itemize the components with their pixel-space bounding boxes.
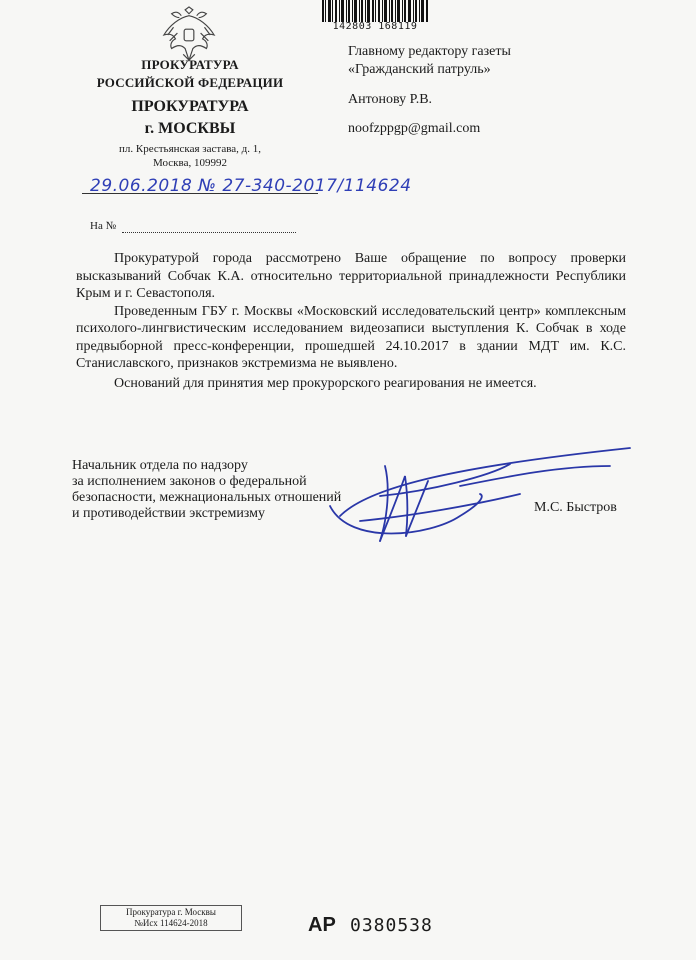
addressee-name: Антонову Р.В. — [348, 92, 433, 107]
signatory-name: М.С. Быстров — [534, 500, 617, 515]
city-org-line-2: г. МОСКВЫ — [144, 120, 236, 137]
form-series-label: АР — [308, 914, 336, 936]
reference-number-label: На № — [90, 220, 117, 232]
org-line-1: ПРОКУРАТУРА — [141, 57, 239, 72]
addressee-line-1: Главному редактору газеты — [348, 44, 511, 59]
position-line-3: безопасности, межнациональных отношений — [72, 490, 342, 505]
reference-number-line — [122, 232, 296, 233]
handwritten-signature — [310, 436, 640, 556]
position-line-1: Начальник отдела по надзору — [72, 458, 248, 473]
moscow-prosecutor-office-title — [60, 96, 320, 140]
body-paragraph-2: Проведенным ГБУ г. Москвы «Московский исследовательский центр» комплексным психолого-лингвистическим исследованием видеозаписи выступления К. Собчак в ходе предвыборной пресс-конференции, прошедшей 24.10.2017 в здании МДТ им. К.С. Станиславского, признаков экстремизма не выявлено. — [76, 303, 626, 371]
body-paragraph-3: Оснований для принятия мер прокурорского реагирования не имеется. — [114, 375, 537, 391]
stamp-line-2: №Исх 114624-2018 — [134, 918, 208, 928]
position-line-2: за исполнением законов о федеральной — [72, 474, 307, 489]
barcode-number: 142803 168119 — [332, 21, 418, 32]
office-address — [60, 142, 320, 170]
city-org-line-1: ПРОКУРАТУРА — [131, 98, 249, 115]
registration-stamp — [100, 905, 242, 931]
form-serial-number: 0380538 — [350, 915, 433, 936]
barcode-icon — [320, 0, 430, 22]
prosecutor-general-office-title — [60, 56, 320, 92]
addressee-block — [348, 43, 511, 138]
addressee-line-2: «Гражданский патруль» — [348, 62, 491, 77]
org-line-2: РОССИЙСКОЙ ФЕДЕРАЦИИ — [96, 75, 284, 90]
date-number-underline — [82, 193, 318, 194]
addressee-email: noofzppgp@gmail.com — [348, 121, 481, 136]
outgoing-date-number: 29.06.2018 № 27-340-2017/114624 — [90, 176, 412, 196]
stamp-line-1: Прокуратура г. Москвы — [126, 907, 216, 917]
address-line-2: Москва, 109992 — [153, 157, 227, 169]
address-line-1: пл. Крестьянская застава, д. 1, — [119, 143, 261, 155]
position-line-4: и противодействии экстремизму — [72, 506, 265, 521]
letter-body — [76, 250, 626, 392]
body-paragraph-1: Прокуратурой города рассмотрено Ваше обращение по вопросу проверки высказываний Собчак К.А. относительно территориальной принадлежности Республики Крым и г. Севастополя. — [76, 251, 626, 301]
